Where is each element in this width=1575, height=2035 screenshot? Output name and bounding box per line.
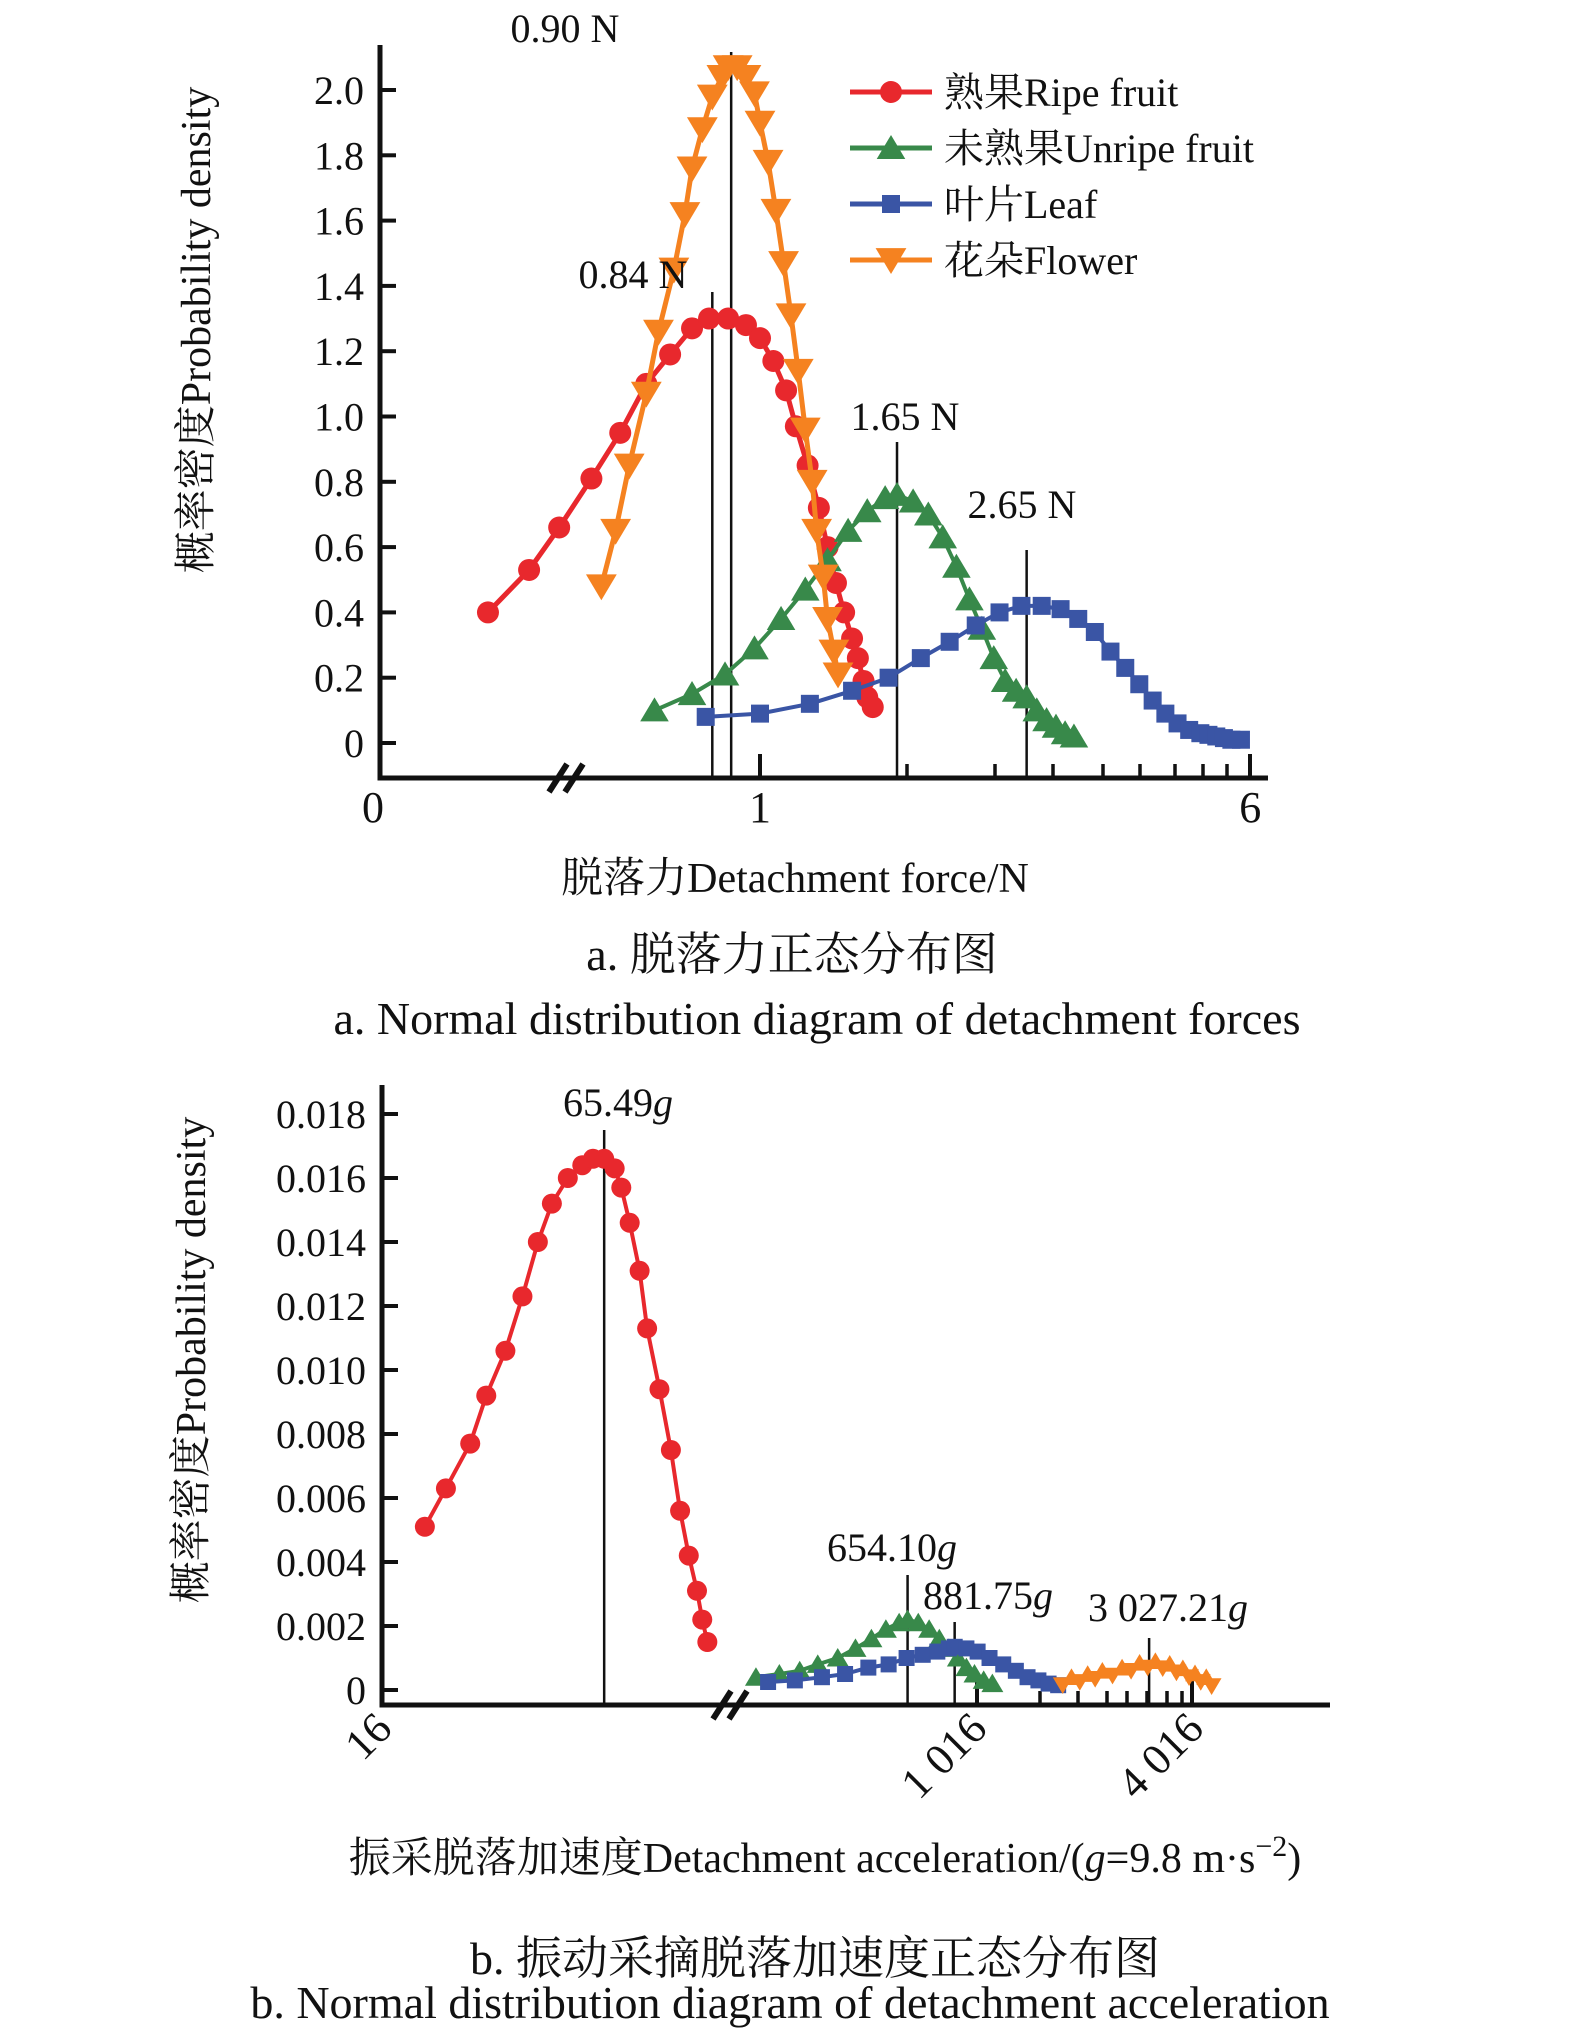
series-flower-b	[1053, 1652, 1222, 1695]
marker-square	[1130, 675, 1148, 693]
y-tick-label: 0.012	[276, 1284, 366, 1329]
y-tick-label: 2.0	[314, 68, 364, 113]
y-tick-label: 1.8	[314, 133, 364, 179]
marker-triangle-up	[827, 1648, 849, 1667]
marker-square	[915, 1647, 931, 1663]
marker-circle	[548, 517, 570, 539]
marker-circle	[528, 1232, 548, 1252]
marker-square	[899, 1650, 915, 1666]
marker-circle	[670, 1501, 690, 1521]
marker-square	[882, 195, 900, 213]
marker-circle	[495, 1341, 515, 1361]
annotation-label-65.49g: 65.49g	[563, 1080, 673, 1125]
marker-triangle-up	[844, 1638, 866, 1657]
annotation-label-0.90N: 0.90 N	[510, 6, 620, 51]
marker-circle	[415, 1517, 435, 1537]
marker-triangle-down	[753, 150, 784, 176]
marker-square	[860, 1660, 876, 1676]
marker-circle	[661, 1440, 681, 1460]
legend-item-flower	[850, 238, 1137, 283]
marker-circle	[808, 497, 830, 519]
y-tick-label: 0.016	[276, 1156, 366, 1201]
y-tick-label: 1.0	[314, 394, 364, 440]
marker-square	[880, 669, 898, 687]
marker-circle	[436, 1478, 456, 1498]
y-tick-label: 0.6	[314, 525, 364, 571]
y-tick-label: 0.018	[276, 1092, 366, 1137]
y-tick-label: 0.008	[276, 1412, 366, 1457]
annotation-label-0.84N: 0.84 N	[578, 252, 688, 297]
chart-b-detachment-acceleration	[276, 1085, 1330, 1808]
caption-b-cn: b. 振动采摘脱落加速度正态分布图	[470, 1933, 1160, 1984]
y-tick-label: 0.010	[276, 1348, 366, 1393]
x-tick-label: 1	[749, 783, 771, 832]
marker-triangle-up	[979, 645, 1008, 669]
marker-square	[787, 1672, 803, 1688]
marker-circle	[542, 1194, 562, 1214]
y-tick-label: 0	[344, 721, 364, 766]
marker-circle	[862, 696, 884, 718]
marker-triangle-down	[776, 303, 807, 329]
x-tick-label-rotated: 16	[335, 1703, 402, 1770]
marker-circle	[698, 308, 720, 330]
annotation-label-2.65N: 2.65 N	[967, 482, 1077, 527]
marker-triangle-down	[739, 81, 770, 107]
marker-square	[1033, 597, 1051, 615]
marker-square	[1101, 643, 1119, 661]
series-ripe-fruit-b	[415, 1149, 717, 1652]
annotation-label-881.75g: 881.75g	[923, 1573, 1053, 1618]
y-tick-label: 0.8	[314, 459, 364, 505]
marker-triangle-up	[942, 554, 971, 578]
x-tick-label: 0	[362, 783, 384, 832]
x-axis-title-a: 脱落力Detachment force/N	[561, 856, 1029, 902]
x-tick-label-rotated: 1 016	[891, 1703, 997, 1809]
marker-triangle-down	[761, 199, 792, 225]
caption-b-en: b. Normal distribution diagram of detachment acceleration	[250, 1977, 1330, 2028]
marker-triangle-down	[1202, 1678, 1222, 1695]
marker-circle	[460, 1434, 480, 1454]
annotation-label-654.10g: 654.10g	[827, 1525, 957, 1570]
marker-square	[760, 1674, 776, 1690]
marker-triangle-up	[955, 586, 984, 610]
marker-circle	[649, 1379, 669, 1399]
y-axis-title-a: 概率密度Probability density	[174, 86, 220, 574]
marker-circle	[580, 468, 602, 490]
marker-triangle-down	[745, 111, 776, 137]
marker-circle	[620, 1213, 640, 1233]
marker-triangle-down	[670, 202, 701, 228]
marker-triangle-down	[677, 156, 708, 182]
series-line	[425, 1159, 707, 1642]
marker-circle	[518, 559, 540, 581]
y-tick-label: 1.6	[314, 198, 364, 244]
marker-circle	[605, 1158, 625, 1178]
x-tick-label-rotated: 4 016	[1108, 1703, 1213, 1809]
legend-label-leaf: 叶片Leaf	[944, 182, 1098, 227]
marker-triangle-down	[643, 320, 674, 346]
legend-label-ripe-fruit: 熟果Ripe fruit	[944, 70, 1179, 115]
marker-square	[697, 708, 715, 726]
marker-circle	[775, 379, 797, 401]
marker-circle	[630, 1261, 650, 1281]
y-tick-label: 0.014	[276, 1220, 366, 1265]
x-tick-label: 6	[1239, 783, 1262, 832]
marker-square	[801, 695, 819, 713]
y-tick-label: 0.002	[276, 1604, 366, 1649]
marker-circle	[749, 327, 771, 349]
marker-triangle-up	[791, 577, 820, 601]
annotation-label-1.65N: 1.65 N	[850, 394, 960, 439]
marker-square	[912, 649, 930, 667]
y-tick-label: 0.2	[314, 655, 364, 701]
y-tick-label: 0	[346, 1668, 366, 1713]
marker-square	[1012, 597, 1030, 615]
marker-square	[814, 1669, 830, 1685]
marker-square	[1232, 731, 1250, 749]
marker-circle	[762, 350, 784, 372]
caption-a-en: a. Normal distribution diagram of detachment forces	[333, 993, 1301, 1044]
legend-item-ripe-fruit	[850, 70, 1178, 115]
marker-square	[991, 603, 1009, 621]
y-tick-label: 1.4	[314, 263, 364, 309]
y-tick-label: 0.4	[314, 590, 364, 636]
marker-triangle-down	[797, 470, 828, 496]
marker-circle	[611, 1178, 631, 1198]
marker-circle	[692, 1610, 712, 1630]
marker-circle	[637, 1318, 657, 1338]
marker-square	[1086, 623, 1104, 641]
marker-square	[1052, 600, 1070, 618]
marker-triangle-down	[614, 454, 645, 480]
marker-square	[843, 682, 861, 700]
series-ripe-fruit-a	[477, 308, 884, 719]
legend-item-leaf	[850, 182, 1098, 227]
marker-triangle-down	[768, 251, 799, 277]
y-tick-label: 0.004	[276, 1540, 366, 1585]
marker-square	[967, 616, 985, 634]
marker-triangle-down	[600, 519, 631, 545]
marker-square	[751, 705, 769, 723]
y-axis-title-b: 概率密度Probability density	[169, 1116, 215, 1604]
x-axis-title-b: 振采脱落加速度Detachment acceleration/(g=9.8 $m\cdot s^{-2}$)	[348, 1830, 1302, 1882]
marker-circle	[679, 1546, 699, 1566]
legend-item-unripe-fruit	[850, 126, 1254, 171]
marker-circle	[512, 1286, 532, 1306]
marker-circle	[880, 81, 902, 103]
marker-circle	[687, 1581, 707, 1601]
marker-circle	[697, 1632, 717, 1652]
marker-square	[1116, 659, 1134, 677]
marker-circle	[609, 422, 631, 444]
marker-square	[982, 1650, 998, 1666]
marker-triangle-down	[818, 640, 849, 666]
y-tick-label: 0.006	[276, 1476, 366, 1521]
marker-circle	[477, 601, 499, 623]
marker-triangle-up	[928, 524, 957, 548]
marker-triangle-up	[678, 681, 707, 705]
marker-circle	[659, 343, 681, 365]
marker-triangle-down	[687, 117, 718, 143]
series-leaf-b	[760, 1639, 1066, 1693]
marker-square	[941, 633, 959, 651]
y-tick-label: 1.2	[314, 329, 364, 375]
legend	[850, 70, 1254, 283]
caption-a-cn: a. 脱落力正态分布图	[586, 929, 998, 980]
legend-label-unripe-fruit: 未熟果Unripe fruit	[944, 126, 1254, 171]
marker-circle	[476, 1386, 496, 1406]
marker-triangle-down	[586, 574, 617, 600]
marker-square	[837, 1666, 853, 1682]
marker-square	[1069, 610, 1087, 628]
annotation-label-3027.21g: 3 027.21g	[1088, 1585, 1248, 1630]
legend-label-flower: 花朵Flower	[944, 238, 1138, 283]
marker-triangle-up	[640, 697, 669, 721]
marker-square	[881, 1656, 897, 1672]
